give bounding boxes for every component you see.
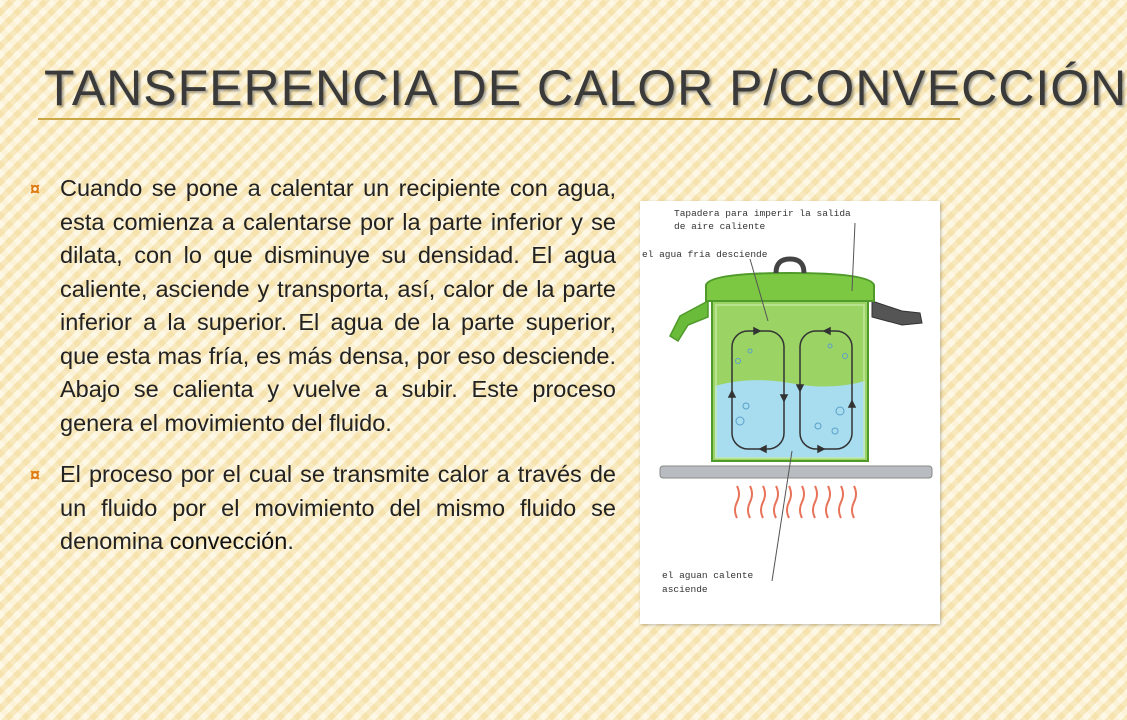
paragraph-2-end: .: [287, 528, 294, 554]
label-cold-water: el agua fria desciende: [642, 249, 768, 260]
stove-icon: [660, 466, 932, 478]
paragraph-2-text: El proceso por el cual se transmite calor a través de un fluido por el movimiento del mismo fluido se denomina: [60, 461, 616, 554]
flame-icon: [735, 486, 856, 518]
label-hot-line1: el aguan calente: [662, 570, 754, 581]
slide-title: TANSFERENCIA DE CALOR P/CONVECCIÓN: [44, 60, 1127, 116]
pot-icon: [706, 259, 874, 461]
bullet-icon: ¤: [30, 465, 41, 485]
label-lid-line1: Tapadera para imperir la salida: [674, 208, 851, 219]
label-hot-line2: asciende: [662, 584, 708, 595]
body-text: [30, 172, 616, 577]
pot-diagram: [640, 201, 940, 624]
bullet-icon: ¤: [30, 179, 41, 199]
bullet-item-2: [30, 458, 616, 559]
paragraph-2: [60, 458, 616, 559]
paragraph-1: Cuando se pone a calentar un recipiente con agua, esta comienza a calentarse por la parte inferior y se dilata, con lo que disminuye su densidad. El agua caliente, asciende y transporta, así, calor de la parte inferior a la superior. El agua de la parte superior, que esta mas fría, es más densa, por eso desciende. Abajo se calienta y vuelve a subir. Este proceso genera el movimiento del fluido.: [60, 175, 616, 436]
title-underline: [38, 118, 960, 120]
bullet-item-1: [30, 172, 616, 440]
label-lid-line2: de aire caliente: [674, 221, 766, 232]
term-convection: convección: [169, 528, 288, 554]
convection-figure: [640, 201, 940, 624]
